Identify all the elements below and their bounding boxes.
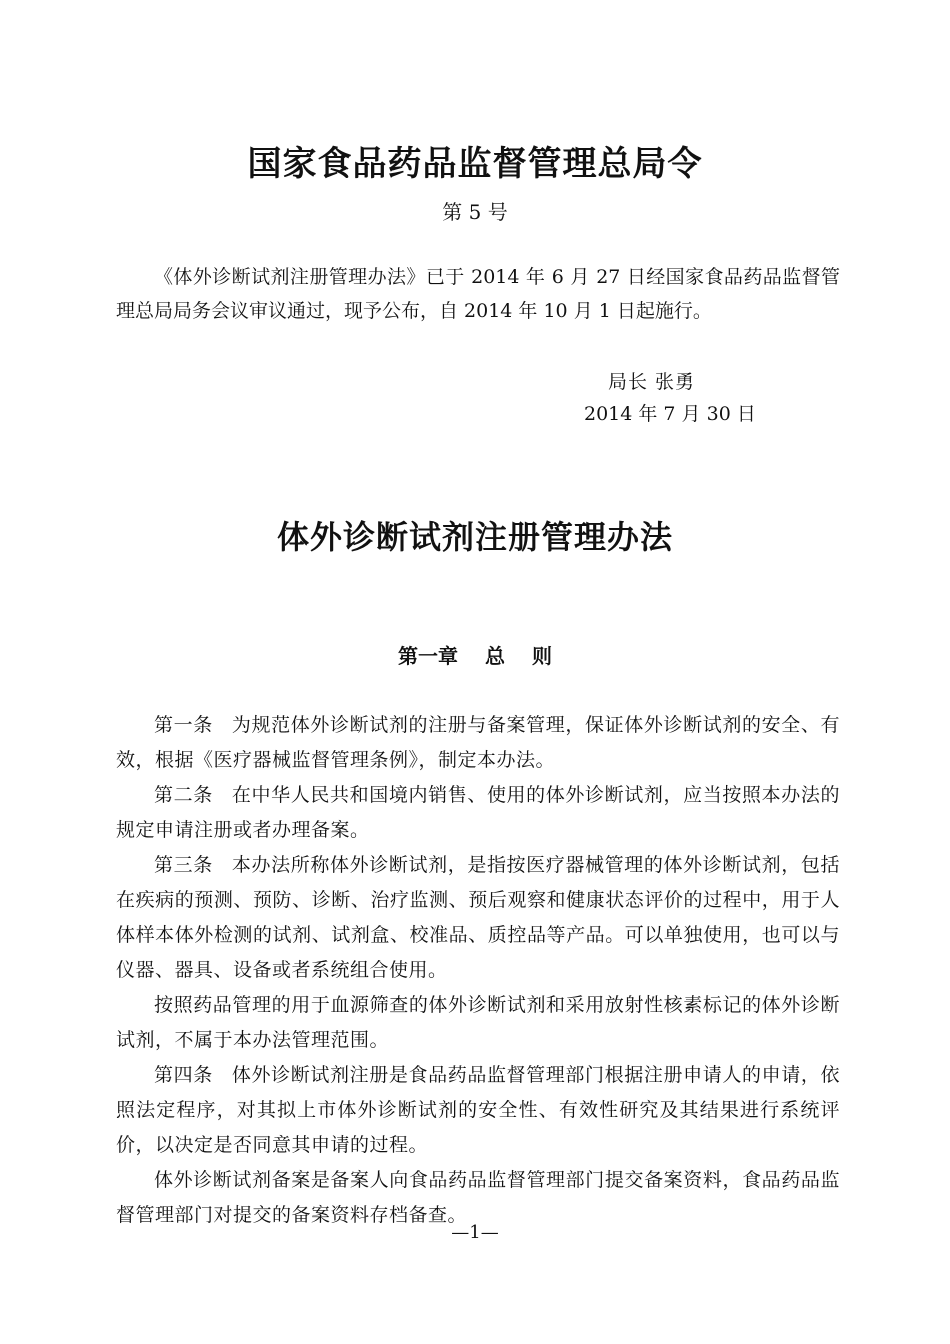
article-text: 体外诊断试剂备案是备案人向食品药品监督管理部门提交备案资料，食品药品监督管理部门对提交的备案资料存档备查。 [116, 1169, 840, 1226]
article-paragraph [116, 708, 840, 778]
article-text: 本办法所称体外诊断试剂，是指按医疗器械管理的体外诊断试剂，包括在疾病的预测、预防、诊断、治疗监测、预后观察和健康状态评价的过程中，用于人体样本体外检测的试剂、试剂盒、校准品、质控品等产品。可以单独使用，也可以与仪器、器具、设备或者系统组合使用。 [116, 854, 840, 981]
article-label: 第四条 [154, 1064, 213, 1086]
article-text: 在中华人民共和国境内销售、使用的体外诊断试剂，应当按照本办法的规定申请注册或者办理备案。 [116, 784, 840, 841]
regulation-title: 体外诊断试剂注册管理办法 [276, 518, 673, 556]
article-paragraph [116, 1058, 840, 1163]
article-label: 第三条 [154, 854, 213, 876]
article-paragraph [116, 778, 840, 848]
regulation-body [116, 708, 840, 1233]
order-number: 第 5 号 [442, 200, 508, 224]
chapter-heading: 第一章 总 则 [398, 644, 552, 668]
signature-date: 2014 年 7 月 30 日 [584, 403, 756, 425]
article-label: 第二条 [154, 784, 213, 806]
signatory: 局长 张勇 [608, 371, 696, 393]
article-text: 体外诊断试剂注册是食品药品监督管理部门根据注册申请人的申请，依照法定程序，对其拟上市体外诊断试剂的安全性、有效性研究及其结果进行系统评价，以决定是否同意其申请的过程。 [116, 1064, 840, 1156]
article-paragraph [116, 848, 840, 988]
article-text: 按照药品管理的用于血源筛查的体外诊断试剂和采用放射性核素标记的体外诊断试剂，不属于本办法管理范围。 [116, 994, 840, 1051]
article-label: 第一条 [154, 714, 213, 736]
page-number: —1— [451, 1222, 499, 1243]
order-title: 国家食品药品监督管理总局令 [247, 144, 703, 184]
article-paragraph [116, 988, 840, 1058]
article-text: 为规范体外诊断试剂的注册与备案管理，保证体外诊断试剂的安全、有效，根据《医疗器械监督管理条例》，制定本办法。 [116, 714, 840, 771]
announcement-paragraph: 《体外诊断试剂注册管理办法》已于 2014 年 6 月 27 日经国家食品药品监督管理总局局务会议审议通过，现予公布，自 2014 年 10 月 1 日起施行。 [116, 266, 840, 322]
